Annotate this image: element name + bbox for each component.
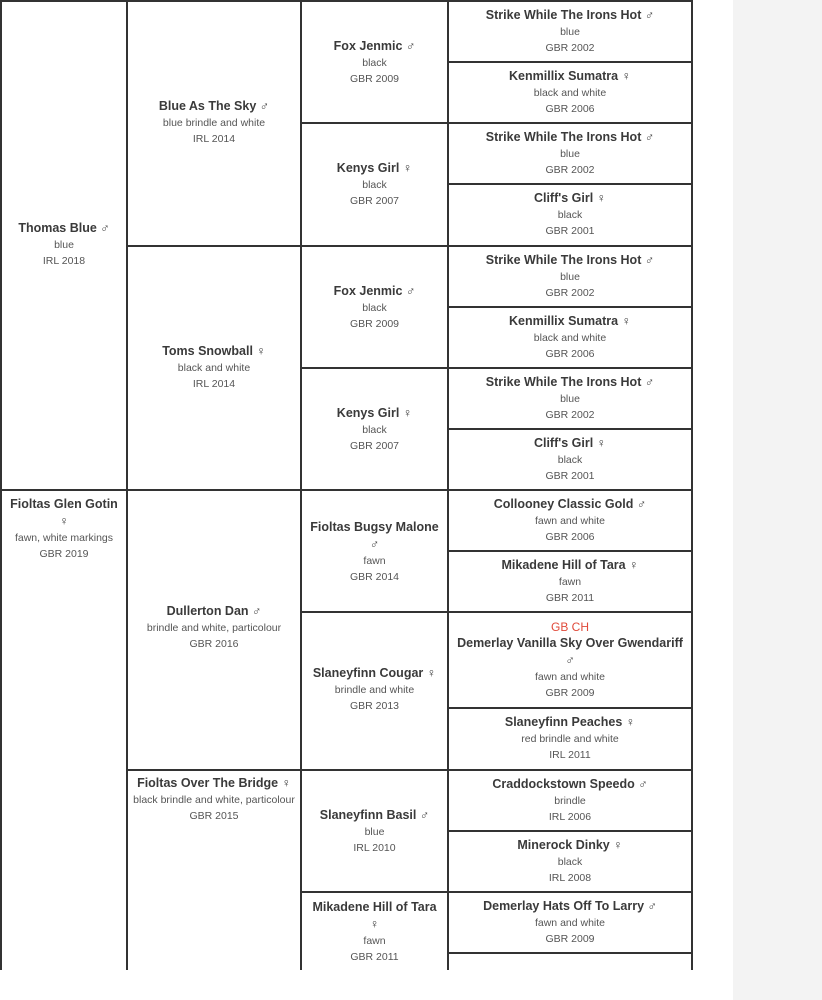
female-sex-icon: ♀ [621, 314, 631, 328]
pedigree-cell-gen4[interactable] [447, 891, 693, 954]
pedigree-cell-gen3[interactable] [300, 891, 449, 970]
dog-registration: GBR 2007 [349, 195, 400, 207]
dog-name-text: Slaneyfinn Basil [319, 808, 417, 822]
pedigree-cell-gen4[interactable] [447, 707, 693, 771]
dog-color: blue [560, 271, 580, 283]
male-sex-icon: ♂ [636, 497, 647, 511]
dog-registration: GBR 2019 [39, 548, 89, 560]
dog-name-text: Fioltas Bugsy Malone [310, 520, 439, 534]
male-sex-icon: ♂ [369, 537, 380, 551]
dog-registration: GBR 2007 [349, 440, 400, 452]
dog-registration: IRL 2014 [192, 133, 236, 145]
dog-registration: GBR 2009 [349, 318, 400, 330]
dog-name [6, 496, 122, 530]
dog-color: fawn [363, 935, 386, 947]
dog-color: blue [560, 393, 580, 405]
female-sex-icon: ♀ [613, 838, 623, 852]
dog-color: brindle and white, particolour [146, 622, 282, 634]
dog-registration: GBR 2002 [545, 409, 595, 421]
dog-registration: GBR 2002 [545, 164, 595, 176]
dog-registration: GBR 2001 [545, 225, 595, 237]
dog-name-text: Dullerton Dan [166, 604, 249, 618]
pedigree-cell-gen3[interactable] [300, 611, 449, 771]
male-sex-icon: ♂ [259, 99, 270, 113]
dog-name-text: Fox Jenmic [333, 39, 403, 53]
male-sex-icon: ♂ [252, 604, 262, 618]
dog-registration: GBR 2001 [545, 470, 595, 482]
dog-color: black [362, 424, 387, 436]
pedigree-cell-gen4[interactable] [447, 489, 693, 552]
dog-name-text: Strike While The Irons Hot [485, 253, 642, 267]
dog-registration: GBR 2009 [545, 933, 595, 945]
dog-registration: GBR 2002 [545, 287, 595, 299]
dog-registration: GBR 2011 [350, 951, 399, 963]
pedigree-cell-gen4[interactable] [447, 769, 693, 832]
pedigree-cell-gen3[interactable] [300, 122, 449, 247]
dog-name-text: Thomas Blue [18, 221, 97, 235]
pedigree-cell-gen4[interactable] [447, 550, 693, 613]
dog-registration: GBR 2016 [189, 638, 239, 650]
dog-color: blue brindle and white [162, 117, 266, 129]
dog-color: blue [560, 26, 580, 38]
dog-name-text: Fioltas Glen Gotin [10, 497, 118, 511]
dog-color: fawn [363, 555, 386, 567]
dog-registration: IRL 2010 [353, 842, 396, 854]
dog-name-text: Kenmillix Sumatra [509, 314, 619, 328]
dog-color: black [557, 209, 583, 221]
dog-color: brindle and white [334, 684, 415, 696]
dog-registration: IRL 2008 [548, 872, 592, 884]
pedigree-cell-gen2[interactable] [126, 489, 302, 771]
female-sex-icon: ♀ [402, 406, 413, 420]
female-sex-icon: ♀ [256, 344, 266, 358]
pedigree-cell-gen3[interactable] [300, 245, 449, 369]
dog-color: black and white [533, 87, 607, 99]
dog-registration: GBR 2014 [349, 571, 400, 583]
page-gutter [733, 0, 822, 1000]
pedigree-cell-gen4[interactable] [447, 428, 693, 491]
dog-registration: GBR 2009 [545, 687, 595, 699]
pedigree-cell-gen2[interactable] [126, 769, 302, 970]
male-sex-icon: ♂ [419, 808, 430, 822]
female-sex-icon: ♀ [629, 558, 639, 572]
dog-color: black [362, 179, 387, 191]
dog-registration: GBR 2011 [545, 592, 595, 604]
dog-name-text: Collooney Classic Gold [493, 497, 634, 511]
female-sex-icon: ♀ [596, 191, 607, 205]
dog-name-text: Kenmillix Sumatra [509, 69, 619, 83]
dog-color: blue [364, 826, 385, 838]
pedigree-cell-gen4[interactable] [447, 61, 693, 124]
dog-color: black and white [177, 362, 251, 374]
dog-name-text: Mikadene Hill of Tara [501, 558, 626, 572]
male-sex-icon: ♂ [644, 8, 655, 22]
pedigree-cell-gen3[interactable] [300, 769, 449, 893]
dog-name-text: Strike While The Irons Hot [485, 375, 642, 389]
pedigree-cell-gen4[interactable] [447, 367, 693, 430]
male-sex-icon: ♂ [638, 777, 648, 791]
dog-color: fawn, white markings [14, 532, 114, 544]
dog-color: brindle [554, 795, 586, 807]
dog-registration: GBR 2013 [349, 700, 400, 712]
pedigree-cell-gen4[interactable] [447, 830, 693, 893]
dog-name-text: Toms Snowball [162, 344, 253, 358]
dog-name-text: Minerock Dinky [517, 838, 610, 852]
dog-registration: IRL 2014 [192, 378, 236, 390]
female-sex-icon: ♀ [426, 666, 437, 680]
dog-registration: IRL 2006 [548, 811, 592, 823]
pedigree-cell-gen4[interactable] [447, 0, 693, 63]
male-sex-icon: ♂ [647, 899, 657, 913]
pedigree-cell-gen2[interactable] [126, 245, 302, 491]
dog-color: blue [560, 148, 580, 160]
dog-color: black [557, 454, 583, 466]
male-sex-icon: ♂ [100, 221, 110, 235]
dog-name-text: Slaneyfinn Peaches [504, 715, 623, 729]
female-sex-icon: ♀ [59, 514, 69, 528]
dog-name-text: Kenys Girl [336, 161, 400, 175]
dog-registration: GBR 2006 [545, 103, 595, 115]
dog-name-text: Kenys Girl [336, 406, 400, 420]
dog-color: fawn and white [534, 515, 606, 527]
pedigree-cell-gen3[interactable] [300, 367, 449, 491]
male-sex-icon: ♂ [644, 130, 655, 144]
pedigree-cell-gen4[interactable] [447, 952, 693, 970]
female-sex-icon: ♀ [402, 161, 413, 175]
pedigree-cell-gen3[interactable] [300, 0, 449, 124]
male-sex-icon: ♂ [405, 284, 416, 298]
female-sex-icon: ♀ [281, 776, 291, 790]
male-sex-icon: ♂ [644, 253, 655, 267]
dog-name-text: Demerlay Hats Off To Larry [483, 899, 645, 913]
pedigree-cell-gen4[interactable] [447, 611, 693, 709]
dog-color: fawn and white [534, 917, 606, 929]
dog-name-text: Blue As The Sky [158, 99, 257, 113]
dog-registration: GBR 2006 [545, 348, 595, 360]
female-sex-icon: ♀ [625, 715, 636, 729]
dog-color: black [557, 856, 583, 868]
dog-color: fawn and white [534, 671, 606, 683]
dog-name-text: Slaneyfinn Cougar [312, 666, 424, 680]
female-sex-icon: ♀ [596, 436, 607, 450]
dog-name-text: Demerlay Vanilla Sky Over Gwendariff [457, 636, 683, 650]
dog-name-text: Cliff's Girl [533, 191, 594, 205]
dog-name-text: Cliff's Girl [533, 436, 594, 450]
dog-color: black and white [533, 332, 607, 344]
dog-name-text: Fox Jenmic [333, 284, 403, 298]
pedigree-cell-gen4[interactable] [447, 306, 693, 369]
dog-name [6, 220, 122, 237]
dog-registration: IRL 2018 [42, 255, 86, 267]
dog-name-text: Strike While The Irons Hot [485, 8, 642, 22]
dog-registration: GBR 2002 [545, 42, 595, 54]
male-sex-icon: ♂ [405, 39, 416, 53]
title-badge: GB CH [550, 620, 589, 634]
dog-name-text: Strike While The Irons Hot [485, 130, 642, 144]
dog-color: red brindle and white [521, 733, 619, 745]
female-sex-icon: ♀ [369, 917, 380, 931]
male-sex-icon: ♂ [644, 375, 655, 389]
dog-registration: IRL 2011 [549, 749, 591, 761]
dog-name-text: Craddockstown Speedo [492, 777, 635, 791]
dog-color: blue [54, 239, 74, 251]
dog-name-text: Mikadene Hill of Tara [312, 900, 437, 914]
dog-color: black [362, 302, 387, 314]
dog-registration: GBR 2015 [189, 810, 239, 822]
dog-color: black brindle and white, particolour [133, 794, 295, 806]
pedigree-cell-gen4[interactable] [447, 183, 693, 247]
female-sex-icon: ♀ [621, 69, 631, 83]
pedigree-cell-gen3[interactable] [300, 489, 449, 613]
pedigree-cell-gen2[interactable] [126, 0, 302, 247]
dog-registration: GBR 2006 [545, 531, 595, 543]
dog-name-text: Fioltas Over The Bridge [137, 776, 279, 790]
pedigree-cell-sire[interactable] [0, 0, 128, 491]
male-sex-icon: ♂ [565, 653, 575, 667]
pedigree-cell-gen4[interactable] [447, 245, 693, 308]
pedigree-cell-dam[interactable] [0, 489, 128, 970]
pedigree-cell-gen4[interactable] [447, 122, 693, 185]
dog-registration: GBR 2009 [349, 73, 400, 85]
dog-color: fawn [558, 576, 582, 588]
dog-color: black [362, 57, 387, 69]
